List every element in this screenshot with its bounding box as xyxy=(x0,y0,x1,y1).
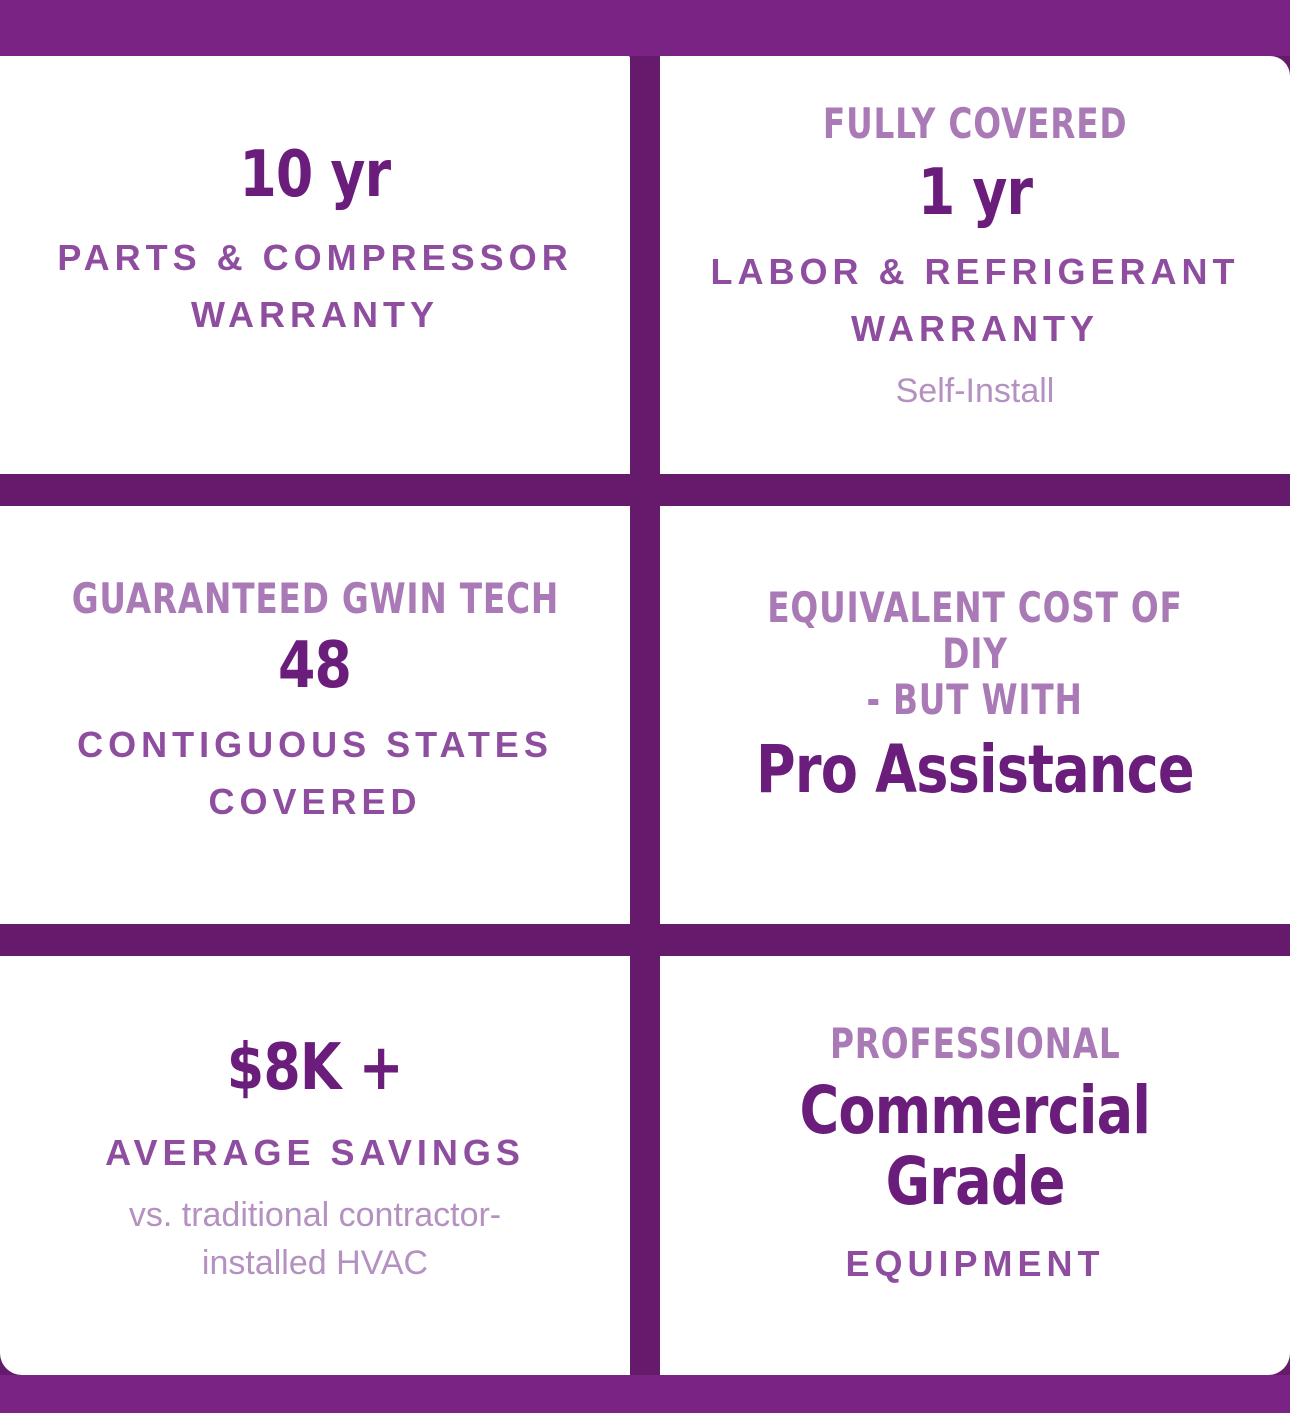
tile-note: vs. traditional contractor- xyxy=(128,1196,502,1234)
tile-value: Commercial xyxy=(799,1071,1151,1149)
tile-eyebrow: - BUT WITH xyxy=(866,675,1084,725)
bottom-band xyxy=(0,1375,1290,1413)
tile-value: 1 yr xyxy=(917,156,1033,231)
tile-parts-warranty xyxy=(0,56,630,474)
tile-label: EQUIPMENT xyxy=(845,1243,1105,1285)
tile-value: Pro Assistance xyxy=(756,730,1194,808)
tile-eyebrow: FULLY COVERED xyxy=(822,98,1128,148)
tile-label: AVERAGE SAVINGS xyxy=(105,1132,525,1173)
tile-equipment xyxy=(660,956,1290,1375)
tile-label: CONTIGUOUS STATES xyxy=(77,724,553,766)
tile-label: COVERED xyxy=(208,781,422,823)
tile-value: $8K + xyxy=(226,1031,404,1105)
tile-coverage xyxy=(0,506,630,924)
tile-eyebrow: GUARANTEED GWIN TECH xyxy=(71,573,559,623)
tile-note: Self-Install xyxy=(895,372,1055,411)
tile-label: LABOR & REFRIGERANT xyxy=(710,251,1240,293)
tile-value: 10 yr xyxy=(239,137,391,212)
tile-eyebrow: EQUIVALENT COST OF DIY xyxy=(767,583,1183,679)
tile-label: WARRANTY xyxy=(191,293,439,335)
tile-pro-assistance xyxy=(660,506,1290,924)
tile-value: 48 xyxy=(278,629,352,704)
tile-label: WARRANTY xyxy=(851,308,1099,350)
top-band xyxy=(0,0,1290,56)
tile-note: installed HVAC xyxy=(201,1244,429,1282)
tile-value: Grade xyxy=(885,1143,1065,1221)
tile-label: PARTS & COMPRESSOR xyxy=(57,236,573,278)
tile-labor-warranty xyxy=(660,56,1290,474)
tile-eyebrow: PROFESSIONAL xyxy=(829,1018,1121,1068)
tile-savings xyxy=(0,956,630,1375)
